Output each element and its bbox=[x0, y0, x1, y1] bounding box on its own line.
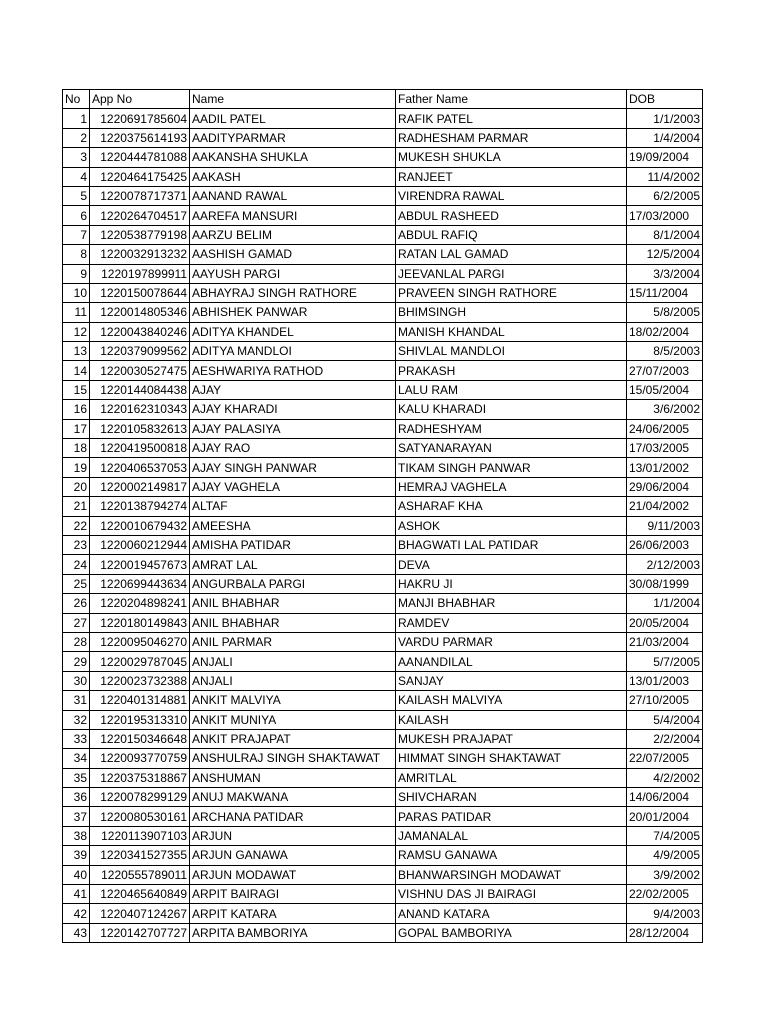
cell-father-name: DEVA bbox=[396, 555, 627, 574]
cell-father-name: PRAKASH bbox=[396, 361, 627, 380]
table-row bbox=[63, 729, 703, 748]
table-row bbox=[63, 225, 703, 244]
table-row bbox=[63, 342, 703, 361]
cell-dob: 14/06/2004 bbox=[627, 788, 703, 807]
cell-name: ARPIT KATARA bbox=[190, 904, 396, 923]
cell-name: AADITYPARMAR bbox=[190, 128, 396, 147]
cell-father-name: SHIVCHARAN bbox=[396, 788, 627, 807]
cell-dob: 22/02/2005 bbox=[627, 885, 703, 904]
cell-dob: 5/8/2005 bbox=[627, 303, 703, 322]
cell-no: 36 bbox=[63, 788, 90, 807]
cell-dob: 17/03/2000 bbox=[627, 206, 703, 225]
cell-dob: 4/9/2005 bbox=[627, 846, 703, 865]
cell-app-no: 1220204898241 bbox=[90, 594, 190, 613]
table-row bbox=[63, 516, 703, 535]
table-row bbox=[63, 632, 703, 651]
table-row bbox=[63, 671, 703, 690]
cell-dob: 27/07/2003 bbox=[627, 361, 703, 380]
cell-father-name: TIKAM SINGH PANWAR bbox=[396, 458, 627, 477]
cell-dob: 8/1/2004 bbox=[627, 225, 703, 244]
cell-name: ABHISHEK PANWAR bbox=[190, 303, 396, 322]
header-app-no: App No bbox=[90, 90, 190, 109]
spreadsheet bbox=[62, 89, 703, 943]
table-row bbox=[63, 594, 703, 613]
cell-father-name: MANJI BHABHAR bbox=[396, 594, 627, 613]
cell-dob: 12/5/2004 bbox=[627, 245, 703, 264]
header-dob: DOB bbox=[627, 90, 703, 109]
cell-app-no: 1220030527475 bbox=[90, 361, 190, 380]
cell-name: ANUJ MAKWANA bbox=[190, 788, 396, 807]
cell-father-name: MUKESH PRAJAPAT bbox=[396, 729, 627, 748]
cell-app-no: 1220029787045 bbox=[90, 652, 190, 671]
cell-no: 40 bbox=[63, 865, 90, 884]
cell-father-name: KAILASH MALVIYA bbox=[396, 691, 627, 710]
cell-dob: 20/05/2004 bbox=[627, 613, 703, 632]
cell-app-no: 1220264704517 bbox=[90, 206, 190, 225]
cell-dob: 28/12/2004 bbox=[627, 923, 703, 942]
cell-father-name: RAMSU GANAWA bbox=[396, 846, 627, 865]
table-body bbox=[63, 109, 703, 943]
cell-app-no: 1220142707727 bbox=[90, 923, 190, 942]
table-row bbox=[63, 574, 703, 593]
cell-no: 38 bbox=[63, 826, 90, 845]
table-row bbox=[63, 846, 703, 865]
cell-dob: 29/06/2004 bbox=[627, 477, 703, 496]
cell-app-no: 1220407124267 bbox=[90, 904, 190, 923]
cell-name: ANJALI bbox=[190, 652, 396, 671]
cell-no: 18 bbox=[63, 439, 90, 458]
cell-app-no: 1220078717371 bbox=[90, 186, 190, 205]
cell-father-name: VISHNU DAS JI BAIRAGI bbox=[396, 885, 627, 904]
cell-app-no: 1220162310343 bbox=[90, 400, 190, 419]
cell-app-no: 1220406537053 bbox=[90, 458, 190, 477]
cell-app-no: 1220419500818 bbox=[90, 439, 190, 458]
cell-name: ARPIT BAIRAGI bbox=[190, 885, 396, 904]
cell-dob: 3/3/2004 bbox=[627, 264, 703, 283]
cell-app-no: 1220078299129 bbox=[90, 788, 190, 807]
cell-no: 33 bbox=[63, 729, 90, 748]
cell-dob: 26/06/2003 bbox=[627, 535, 703, 554]
cell-name: AJAY KHARADI bbox=[190, 400, 396, 419]
table-row bbox=[63, 245, 703, 264]
cell-no: 22 bbox=[63, 516, 90, 535]
cell-name: AASHISH GAMAD bbox=[190, 245, 396, 264]
cell-app-no: 1220014805346 bbox=[90, 303, 190, 322]
cell-no: 29 bbox=[63, 652, 90, 671]
table-row bbox=[63, 710, 703, 729]
cell-name: ANIL BHABHAR bbox=[190, 594, 396, 613]
cell-dob: 5/4/2004 bbox=[627, 710, 703, 729]
cell-app-no: 1220150078644 bbox=[90, 283, 190, 302]
table-row bbox=[63, 148, 703, 167]
cell-app-no: 1220060212944 bbox=[90, 535, 190, 554]
cell-dob: 1/1/2004 bbox=[627, 594, 703, 613]
cell-name: ANJALI bbox=[190, 671, 396, 690]
cell-no: 12 bbox=[63, 322, 90, 341]
cell-app-no: 1220464175425 bbox=[90, 167, 190, 186]
table-row bbox=[63, 555, 703, 574]
cell-name: AMEESHA bbox=[190, 516, 396, 535]
table-row bbox=[63, 613, 703, 632]
cell-dob: 11/4/2002 bbox=[627, 167, 703, 186]
cell-dob: 13/01/2002 bbox=[627, 458, 703, 477]
cell-father-name: RAMDEV bbox=[396, 613, 627, 632]
table-row bbox=[63, 904, 703, 923]
cell-father-name: JEEVANLAL PARGI bbox=[396, 264, 627, 283]
cell-no: 21 bbox=[63, 497, 90, 516]
cell-name: AESHWARIYA RATHOD bbox=[190, 361, 396, 380]
cell-name: AJAY RAO bbox=[190, 439, 396, 458]
cell-app-no: 1220138794274 bbox=[90, 497, 190, 516]
cell-app-no: 1220538779198 bbox=[90, 225, 190, 244]
cell-name: ANIL PARMAR bbox=[190, 632, 396, 651]
cell-no: 9 bbox=[63, 264, 90, 283]
cell-name: AJAY VAGHELA bbox=[190, 477, 396, 496]
cell-father-name: VARDU PARMAR bbox=[396, 632, 627, 651]
cell-no: 11 bbox=[63, 303, 90, 322]
cell-dob: 15/11/2004 bbox=[627, 283, 703, 302]
cell-dob: 24/06/2005 bbox=[627, 419, 703, 438]
cell-dob: 22/07/2005 bbox=[627, 749, 703, 768]
cell-father-name: HIMMAT SINGH SHAKTAWAT bbox=[396, 749, 627, 768]
cell-father-name: BHANWARSINGH MODAWAT bbox=[396, 865, 627, 884]
cell-app-no: 1220401314881 bbox=[90, 691, 190, 710]
cell-name: ANSHUMAN bbox=[190, 768, 396, 787]
cell-dob: 18/02/2004 bbox=[627, 322, 703, 341]
cell-dob: 7/4/2005 bbox=[627, 826, 703, 845]
cell-name: ARJUN bbox=[190, 826, 396, 845]
cell-father-name: VIRENDRA RAWAL bbox=[396, 186, 627, 205]
cell-dob: 8/5/2003 bbox=[627, 342, 703, 361]
cell-name: ANKIT PRAJAPAT bbox=[190, 729, 396, 748]
cell-dob: 9/11/2003 bbox=[627, 516, 703, 535]
cell-dob: 6/2/2005 bbox=[627, 186, 703, 205]
table-row bbox=[63, 400, 703, 419]
cell-app-no: 1220105832613 bbox=[90, 419, 190, 438]
cell-no: 8 bbox=[63, 245, 90, 264]
cell-father-name: RAFIK PATEL bbox=[396, 109, 627, 128]
cell-dob: 2/2/2004 bbox=[627, 729, 703, 748]
cell-dob: 2/12/2003 bbox=[627, 555, 703, 574]
cell-app-no: 1220375614193 bbox=[90, 128, 190, 147]
cell-no: 28 bbox=[63, 632, 90, 651]
cell-no: 24 bbox=[63, 555, 90, 574]
table-row bbox=[63, 749, 703, 768]
cell-no: 37 bbox=[63, 807, 90, 826]
cell-father-name: ASHOK bbox=[396, 516, 627, 535]
cell-name: ARCHANA PATIDAR bbox=[190, 807, 396, 826]
cell-name: AMISHA PATIDAR bbox=[190, 535, 396, 554]
cell-app-no: 1220010679432 bbox=[90, 516, 190, 535]
cell-app-no: 1220150346648 bbox=[90, 729, 190, 748]
cell-name: ANKIT MALVIYA bbox=[190, 691, 396, 710]
cell-name: ANKIT MUNIYA bbox=[190, 710, 396, 729]
cell-no: 14 bbox=[63, 361, 90, 380]
header-father-name: Father Name bbox=[396, 90, 627, 109]
cell-app-no: 1220341527355 bbox=[90, 846, 190, 865]
cell-father-name: SATYANARAYAN bbox=[396, 439, 627, 458]
cell-father-name: RANJEET bbox=[396, 167, 627, 186]
cell-name: ANGURBALA PARGI bbox=[190, 574, 396, 593]
cell-no: 43 bbox=[63, 923, 90, 942]
cell-father-name: SHIVLAL MANDLOI bbox=[396, 342, 627, 361]
cell-app-no: 1220444781088 bbox=[90, 148, 190, 167]
cell-app-no: 1220691785604 bbox=[90, 109, 190, 128]
table-row bbox=[63, 361, 703, 380]
cell-dob: 19/09/2004 bbox=[627, 148, 703, 167]
cell-father-name: JAMANALAL bbox=[396, 826, 627, 845]
cell-no: 41 bbox=[63, 885, 90, 904]
cell-name: AAKASH bbox=[190, 167, 396, 186]
cell-no: 17 bbox=[63, 419, 90, 438]
cell-no: 16 bbox=[63, 400, 90, 419]
cell-app-no: 1220002149817 bbox=[90, 477, 190, 496]
header-row bbox=[63, 90, 703, 109]
cell-app-no: 1220465640849 bbox=[90, 885, 190, 904]
table-row bbox=[63, 303, 703, 322]
cell-no: 15 bbox=[63, 380, 90, 399]
cell-no: 13 bbox=[63, 342, 90, 361]
cell-name: AADIL PATEL bbox=[190, 109, 396, 128]
cell-father-name: ASHARAF KHA bbox=[396, 497, 627, 516]
cell-father-name: PRAVEEN SINGH RATHORE bbox=[396, 283, 627, 302]
cell-no: 30 bbox=[63, 671, 90, 690]
cell-name: AAKANSHA SHUKLA bbox=[190, 148, 396, 167]
cell-dob: 1/1/2003 bbox=[627, 109, 703, 128]
cell-app-no: 1220555789011 bbox=[90, 865, 190, 884]
cell-app-no: 1220197899911 bbox=[90, 264, 190, 283]
table-row bbox=[63, 322, 703, 341]
cell-no: 3 bbox=[63, 148, 90, 167]
table-row bbox=[63, 283, 703, 302]
cell-father-name: HAKRU JI bbox=[396, 574, 627, 593]
cell-dob: 1/4/2004 bbox=[627, 128, 703, 147]
cell-app-no: 1220095046270 bbox=[90, 632, 190, 651]
table-row bbox=[63, 109, 703, 128]
cell-name: AJAY SINGH PANWAR bbox=[190, 458, 396, 477]
cell-name: ALTAF bbox=[190, 497, 396, 516]
cell-father-name: RADHESHAM PARMAR bbox=[396, 128, 627, 147]
table-row bbox=[63, 167, 703, 186]
cell-no: 2 bbox=[63, 128, 90, 147]
cell-no: 6 bbox=[63, 206, 90, 225]
cell-app-no: 1220023732388 bbox=[90, 671, 190, 690]
cell-father-name: ANAND KATARA bbox=[396, 904, 627, 923]
table-row bbox=[63, 419, 703, 438]
table-row bbox=[63, 652, 703, 671]
cell-dob: 13/01/2003 bbox=[627, 671, 703, 690]
cell-no: 26 bbox=[63, 594, 90, 613]
cell-no: 27 bbox=[63, 613, 90, 632]
cell-dob: 17/03/2005 bbox=[627, 439, 703, 458]
cell-name: ADITYA KHANDEL bbox=[190, 322, 396, 341]
table-row bbox=[63, 186, 703, 205]
table-row bbox=[63, 788, 703, 807]
table-row bbox=[63, 128, 703, 147]
cell-dob: 9/4/2003 bbox=[627, 904, 703, 923]
cell-father-name: RATAN LAL GAMAD bbox=[396, 245, 627, 264]
cell-father-name: KALU KHARADI bbox=[396, 400, 627, 419]
table-row bbox=[63, 458, 703, 477]
cell-name: ARJUN MODAWAT bbox=[190, 865, 396, 884]
table-row bbox=[63, 807, 703, 826]
cell-no: 1 bbox=[63, 109, 90, 128]
cell-father-name: MANISH KHANDAL bbox=[396, 322, 627, 341]
cell-app-no: 1220375318867 bbox=[90, 768, 190, 787]
cell-app-no: 1220019457673 bbox=[90, 555, 190, 574]
cell-father-name: KAILASH bbox=[396, 710, 627, 729]
cell-dob: 15/05/2004 bbox=[627, 380, 703, 399]
cell-father-name: RADHESHYAM bbox=[396, 419, 627, 438]
cell-no: 5 bbox=[63, 186, 90, 205]
cell-name: ANIL BHABHAR bbox=[190, 613, 396, 632]
cell-no: 23 bbox=[63, 535, 90, 554]
table-row bbox=[63, 380, 703, 399]
cell-father-name: ABDUL RAFIQ bbox=[396, 225, 627, 244]
cell-father-name: BHAGWATI LAL PATIDAR bbox=[396, 535, 627, 554]
cell-name: AMRAT LAL bbox=[190, 555, 396, 574]
cell-no: 10 bbox=[63, 283, 90, 302]
cell-father-name: GOPAL BAMBORIYA bbox=[396, 923, 627, 942]
cell-dob: 27/10/2005 bbox=[627, 691, 703, 710]
table-row bbox=[63, 885, 703, 904]
cell-father-name: BHIMSINGH bbox=[396, 303, 627, 322]
table-row bbox=[63, 923, 703, 942]
cell-dob: 3/9/2002 bbox=[627, 865, 703, 884]
cell-name: ARPITA BAMBORIYA bbox=[190, 923, 396, 942]
cell-app-no: 1220080530161 bbox=[90, 807, 190, 826]
cell-dob: 5/7/2005 bbox=[627, 652, 703, 671]
cell-father-name: MUKESH SHUKLA bbox=[396, 148, 627, 167]
cell-father-name: ABDUL RASHEED bbox=[396, 206, 627, 225]
table-row bbox=[63, 865, 703, 884]
table-row bbox=[63, 826, 703, 845]
cell-name: ANSHULRAJ SINGH SHAKTAWAT bbox=[190, 749, 396, 768]
table-row bbox=[63, 439, 703, 458]
table-row bbox=[63, 206, 703, 225]
cell-app-no: 1220379099562 bbox=[90, 342, 190, 361]
cell-dob: 21/03/2004 bbox=[627, 632, 703, 651]
cell-name: AARZU BELIM bbox=[190, 225, 396, 244]
cell-name: AAREFA MANSURI bbox=[190, 206, 396, 225]
cell-no: 31 bbox=[63, 691, 90, 710]
cell-no: 4 bbox=[63, 167, 90, 186]
cell-name: AAYUSH PARGI bbox=[190, 264, 396, 283]
table-row bbox=[63, 497, 703, 516]
cell-name: ABHAYRAJ SINGH RATHORE bbox=[190, 283, 396, 302]
cell-name: AJAY bbox=[190, 380, 396, 399]
cell-father-name: PARAS PATIDAR bbox=[396, 807, 627, 826]
header-no: No bbox=[63, 90, 90, 109]
cell-no: 25 bbox=[63, 574, 90, 593]
header-name: Name bbox=[190, 90, 396, 109]
cell-name: ARJUN GANAWA bbox=[190, 846, 396, 865]
cell-father-name: LALU RAM bbox=[396, 380, 627, 399]
cell-no: 7 bbox=[63, 225, 90, 244]
cell-dob: 30/08/1999 bbox=[627, 574, 703, 593]
cell-name: AANAND RAWAL bbox=[190, 186, 396, 205]
table-row bbox=[63, 477, 703, 496]
cell-father-name: AMRITLAL bbox=[396, 768, 627, 787]
cell-dob: 3/6/2002 bbox=[627, 400, 703, 419]
cell-no: 34 bbox=[63, 749, 90, 768]
cell-app-no: 1220093770759 bbox=[90, 749, 190, 768]
cell-no: 35 bbox=[63, 768, 90, 787]
cell-no: 19 bbox=[63, 458, 90, 477]
table-row bbox=[63, 691, 703, 710]
cell-app-no: 1220113907103 bbox=[90, 826, 190, 845]
cell-app-no: 1220043840246 bbox=[90, 322, 190, 341]
cell-app-no: 1220180149843 bbox=[90, 613, 190, 632]
cell-app-no: 1220699443634 bbox=[90, 574, 190, 593]
cell-dob: 20/01/2004 bbox=[627, 807, 703, 826]
cell-father-name: SANJAY bbox=[396, 671, 627, 690]
cell-no: 20 bbox=[63, 477, 90, 496]
cell-father-name: HEMRAJ VAGHELA bbox=[396, 477, 627, 496]
cell-app-no: 1220032913232 bbox=[90, 245, 190, 264]
cell-father-name: AANANDILAL bbox=[396, 652, 627, 671]
cell-name: AJAY PALASIYA bbox=[190, 419, 396, 438]
cell-no: 32 bbox=[63, 710, 90, 729]
cell-dob: 4/2/2002 bbox=[627, 768, 703, 787]
table-row bbox=[63, 264, 703, 283]
cell-app-no: 1220195313310 bbox=[90, 710, 190, 729]
table-row bbox=[63, 535, 703, 554]
cell-dob: 21/04/2002 bbox=[627, 497, 703, 516]
student-table bbox=[62, 89, 703, 943]
cell-no: 42 bbox=[63, 904, 90, 923]
cell-no: 39 bbox=[63, 846, 90, 865]
cell-name: ADITYA MANDLOI bbox=[190, 342, 396, 361]
table-row bbox=[63, 768, 703, 787]
cell-app-no: 1220144084438 bbox=[90, 380, 190, 399]
